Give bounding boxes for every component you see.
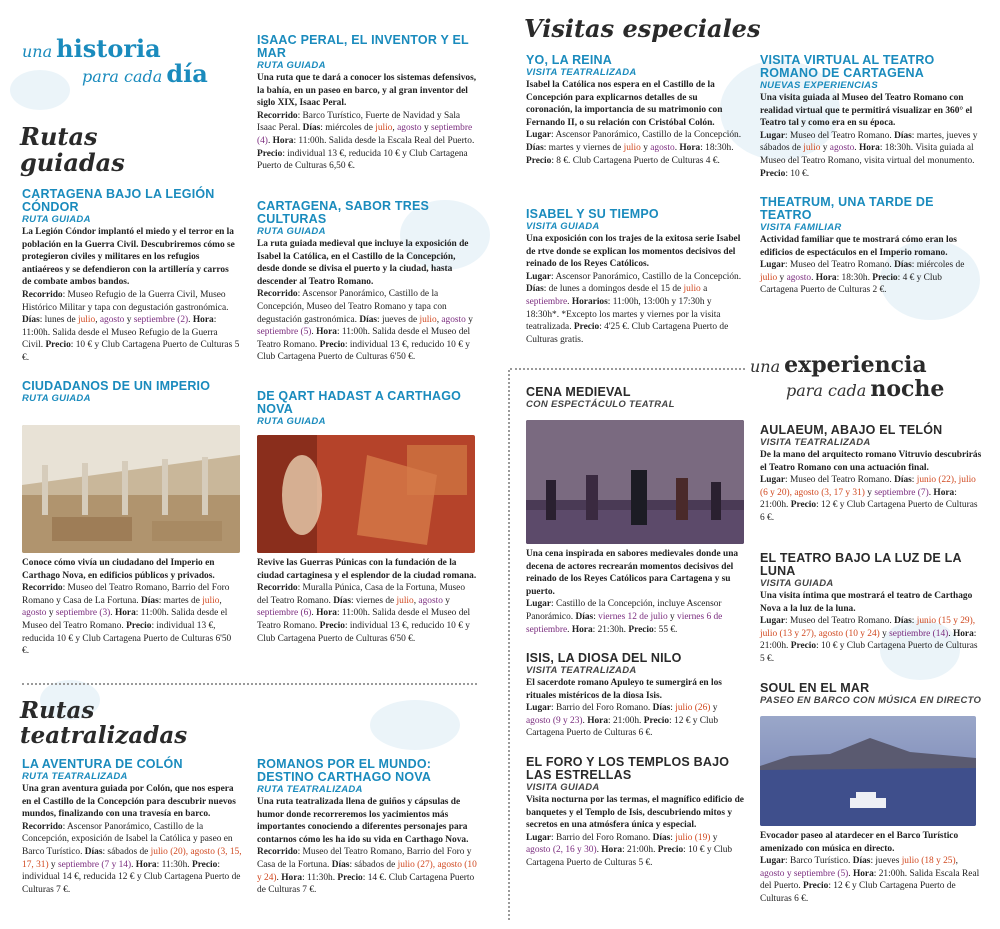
item-title: AULAEUM, ABAJO EL TELÓN: [760, 423, 943, 437]
item-subtitle: VISITA GUIADA: [526, 221, 600, 232]
cloud-decoration: [370, 700, 460, 750]
item-title: EL TEATRO BAJO LA LUZ DE LA LUNA: [760, 551, 962, 578]
header-experiencia: experiencia: [784, 352, 927, 378]
photo-sunset-boat: [760, 716, 976, 826]
header-para-cada: para cada: [82, 67, 163, 86]
item-title: CARTAGENA BAJO LA LEGIÓN CÓNDOR: [22, 187, 215, 214]
item-cena-details: Una cena inspirada en sabores medievales donde una decena de actores recrearán momentos decisivos del reinado de los Reyes Católicos para Cartagena y su puerto. Lugar: Castillo de la Concepción, incluye Ascensor Panorámico. Días: viernes 12 de julio y viernes 6 de septiembre. Hora: 21:30h. Precio: 55 €.: [526, 549, 739, 635]
item-title: LA AVENTURA DE COLÓN: [22, 757, 183, 771]
item-subtitle: RUTA GUIADA: [257, 60, 326, 71]
item-title: ISABEL Y SU TIEMPO: [526, 207, 659, 221]
item-subtitle: RUTA GUIADA: [22, 214, 91, 225]
header-una: una: [750, 357, 781, 376]
item-subtitle: RUTA GUIADA: [22, 393, 91, 404]
item-subtitle: PASEO EN BARCO CON MÚSICA EN DIRECTO: [760, 695, 982, 706]
photo-punic-painting: [257, 435, 475, 553]
item-soul-mar: [760, 682, 982, 707]
item-subtitle: RUTA GUIADA: [257, 416, 326, 427]
item-title: CARTAGENA, SABOR TRES CULTURAS: [257, 199, 430, 226]
header-una: una: [22, 42, 53, 61]
section-divider: [22, 683, 477, 685]
item-romanos-mundo: ROMANOS POR EL MUNDO: DESTINO CARTHAGO NOVA RUTA TEATRALIZADA Una ruta teatralizada llena de guiños y cápsulas de humor donde recorreremos los yacimientos más importantes conociendo a diferentes personajes para contarnos cómo les ha ido su vida en Carthago Nova. Recorrido: Museo del Teatro Romano, Barrio del Foro y Casa de la Fortuna. Días: sábados de julio (27), agosto (10 y 24). Hora: 11:30h. Precio: 14 €. Club Cartagena Puerto de Culturas 7 €.: [257, 757, 477, 896]
item-qart-hadast: [257, 390, 477, 428]
item-subtitle: VISITA GUIADA: [760, 578, 834, 589]
item-ciudadanos-details: Conoce cómo vivía un ciudadano del Imperio en Carthago Nova, en edificios públicos y privados. Recorrido: Museo del Teatro Romano, Barrio del Foro Romano y Casa de La Fortuna. Días: martes de julio, agosto y septiembre (3). Hora: 11:00h. Salida desde el Museo del Teatro Romano. Precio: individual 13 €, reducida 10 € y Club Cartagena Puerto de Culturas 6'50 €.: [22, 558, 232, 657]
section-title-rutas-guiadas: Rutas guiadas: [20, 122, 125, 177]
item-subtitle: CON ESPECTÁCULO TEATRAL: [526, 399, 675, 410]
item-cena-medieval: [526, 386, 744, 411]
section-divider: [510, 368, 745, 370]
photo-medieval-show: [526, 420, 744, 544]
item-title: ISIS, LA DIOSA DEL NILO: [526, 651, 682, 665]
header-una-experiencia: [750, 352, 990, 402]
item-theatrum: THEATRUM, UNA TARDE DE TEATRO VISITA FAMILIAR Actividad familiar que te mostrará cómo eran los edificios de espectáculos en el Imperio romano. Lugar: Museo del Teatro Romano. Días: miércoles de julio y agosto. Hora: 18:30h. Precio: 4 € y Club Cartagena Puerto de Culturas 2 €.: [760, 196, 982, 297]
item-subtitle: VISITA TEATRALIZADA: [526, 665, 637, 676]
item-visita-virtual: VISITA VIRTUAL AL TEATRO ROMANO DE CARTAGENA NUEVAS EXPERIENCIAS Una visita guiada al Museo del Teatro Romano con realidad virtual que te permitirá visualizar en 360° el Teatro tal y como era en su época. Lugar: Museo del Teatro Romano. Días: martes, jueves y sábados de julio y agosto. Hora: 18:30h. Visita guiada al Museo del Teatro Romano, visita virtual del monumento. Precio: 10 €.: [760, 54, 982, 180]
item-title: VISITA VIRTUAL AL TEATRO ROMANO DE CARTAGENA: [760, 53, 935, 80]
item-title: SOUL EN EL MAR: [760, 681, 870, 695]
item-subtitle: VISITA TEATRALIZADA: [760, 437, 871, 448]
section-title-visitas-especiales: Visitas especiales: [524, 14, 761, 43]
item-subtitle: VISITA GUIADA: [526, 782, 600, 793]
item-title: THEATRUM, UNA TARDE DE TEATRO: [760, 195, 934, 222]
item-title: YO, LA REINA: [526, 53, 612, 67]
item-subtitle: VISITA FAMILIAR: [760, 222, 842, 233]
item-description: La Legión Cóndor implantó el miedo y el terror en la población en la Guerra Civil. Descubriremos cómo se protegieron civiles y militares en los refugios antiaéreos y se defendieron con la artillería y carros de combate ambos bandos. Recorrido: Museo Refugio de la Guerra Civil, Museo Histórico Militar y tapa con degustación gastronómica. Días: lunes de julio, agosto y septiembre (2). Hora: 11:00h. Salida desde el Museo Refugio de la Guerra Civil. Precio: 10 € y Club Cartagena Puerto de Culturas 5 €.: [22, 227, 240, 363]
item-title: ROMANOS POR EL MUNDO: DESTINO CARTHAGO NOVA: [257, 757, 432, 784]
item-aulaeum: AULAEUM, ABAJO EL TELÓN VISITA TEATRALIZADA De la mano del arquitecto romano Vitruvio descubrirás el Teatro Romano con una actuación final. Lugar: Museo del Teatro Romano. Días: junio (22), julio (6 y 20), agosto (3, 17 y 31) y septiembre (7). Hora: 21:00h. Precio: 12 € y Club Cartagena Puerto de Culturas 6 €.: [760, 423, 982, 523]
item-title: DE QART HADAST A CARTHAGO NOVA: [257, 389, 462, 416]
item-legion-condor: [22, 188, 240, 365]
header-noche: noche: [870, 376, 945, 402]
column-divider: [508, 370, 510, 920]
item-title: ISAAC PERAL, EL INVENTOR Y EL MAR: [257, 33, 469, 60]
item-aventura-colon: LA AVENTURA DE COLÓN RUTA TEATRALIZADA Una gran aventura guiada por Colón, que nos espera en el Castillo de la Concepción para descubrir nuevos mundos, finalizando con una travesía en barco. Recorrido: Ascensor Panorámico, Castillo de la Concepción, exposición de Isabel la Católica y paseo en Barco Turístico. Días: sábados de julio (20), agosto (3, 15, 17, 31) y septiembre (7 y 14). Hora: 11:30h. Precio: individual 14 €, reducida 12 € y Club Cartagena Puerto de Culturas 7 €.: [22, 757, 242, 895]
item-title: EL FORO Y LOS TEMPLOS BAJO LAS ESTRELLAS: [526, 755, 730, 782]
item-ciudadanos-imperio: [22, 380, 240, 405]
item-yo-la-reina: YO, LA REINA VISITA TEATRALIZADA Isabel la Católica nos espera en el Castillo de la Concepción para explicarnos detalles de su coronación, la importancia de su matrimonio con Fernando II, o su relación con Cristóbal Colón. Lugar: Ascensor Panorámico, Castillo de la Concepción. Días: martes y viernes de julio y agosto. Hora: 18:30h. Precio: 8 €. Club Cartagena Puerto de Culturas 4 €.: [526, 54, 744, 167]
item-isis: ISIS, LA DIOSA DEL NILO VISITA TEATRALIZADA El sacerdote romano Apuleyo te sumergirá en los rituales mistéricos de la diosa Isis. Lugar: Barrio del Foro Romano. Días: julio (26) y agosto (9 y 23). Hora: 21:00h. Precio: 12 € y Club Cartagena Puerto de Culturas 6 €.: [526, 652, 744, 740]
header-dia: día: [166, 59, 208, 88]
item-subtitle: RUTA TEATRALIZADA: [22, 771, 128, 782]
item-soul-details: Evocador paseo al atardecer en el Barco Turístico amenizado con música en directo. Lugar: Barco Turístico. Días: jueves julio (18 y 25), agosto y septiembre (5). Hora: 21:00h. Salida Escala Real del Puerto. Precio: 12 € y Club Cartagena Puerto de Culturas 6 €.: [760, 831, 980, 904]
item-tres-culturas: CARTAGENA, SABOR TRES CULTURAS RUTA GUIADA La ruta guiada medieval que incluye la exposición de Isabel la Católica, en el Castillo de la Concepción, desde donde se divisa el puerto y la ciudad, hasta descender al Teatro Romano. Recorrido: Ascensor Panorámico, Castillo de la Concepción, Museo del Teatro Romano y tapa con degustación gastronómica. Días: jueves de julio, agosto y septiembre (5). Hora: 11:00h. Salida desde el Museo del Teatro Romano. Precio: individual 13 €, reducido 10 € y Club Cartagena Puerto de Culturas 6'50 €.: [257, 200, 477, 364]
item-title: CIUDADANOS DE UN IMPERIO: [22, 379, 211, 393]
item-isaac-peral: ISAAC PERAL, EL INVENTOR Y EL MAR RUTA GUIADA Una ruta que te dará a conocer los sistemas defensivos, la bahía, en un paseo en barco, y al gran inventor del siglo XIX, Isaac Peral. Recorrido: Barco Turístico, Fuerte de Navidad y Sala Isaac Peral. Días: miércoles de julio, agosto y septiembre (4). Hora: 11:00h. Salida desde la Escala Real del Puerto. Precio: individual 13 €, reducida 10 € y Club Cartagena Puerto de Culturas 6,50 €.: [257, 33, 477, 172]
header-historia: historia: [56, 34, 161, 63]
item-subtitle: RUTA TEATRALIZADA: [257, 784, 363, 795]
item-foro-templos: EL FORO Y LOS TEMPLOS BAJO LAS ESTRELLAS VISITA GUIADA Visita nocturna por las termas, el magnífico edificio de banquetes y el Templo de Isis, descubriendo mitos y secretos en una atmósfera única y especial. Lugar: Barrio del Foro Romano. Días: julio (19) y agosto (2, 16 y 30). Hora: 21:00h. Precio: 10 € y Club Cartagena Puerto de Culturas 5 €.: [526, 755, 744, 868]
item-subtitle: NUEVAS EXPERIENCIAS: [760, 80, 878, 91]
header-una-historia: [22, 34, 252, 88]
item-teatro-luna: EL TEATRO BAJO LA LUZ DE LA LUNA VISITA GUIADA Una visita íntima que mostrará el teatro de Carthago Nova a la luz de la luna. Lugar: Museo del Teatro Romano. Días: junio (15 y 29), julio (13 y 27), agosto (10 y 24) y septiembre (14). Hora: 21:00h. Precio: 10 € y Club Cartagena Puerto de Culturas 5 €.: [760, 552, 982, 666]
item-subtitle: VISITA TEATRALIZADA: [526, 67, 637, 78]
item-qart-details: Revive las Guerras Púnicas con la fundación de la ciudad cartaginesa y el esplendor de la ciudad romana. Recorrido: Muralla Púnica, Casa de la Fortuna, Museo del Teatro Romano. Días: viernes de julio, agosto y septiembre (6). Hora: 11:00h. Salida desde el Museo del Teatro Romano. Precio: individual 13 €, reducido 10 € y Club Cartagena Puerto de Culturas 6'50 €.: [257, 558, 477, 644]
header-para-cada: para cada: [786, 381, 867, 400]
section-title-rutas-teatralizadas: Rutas teatralizadas: [20, 697, 188, 749]
item-subtitle: RUTA GUIADA: [257, 226, 326, 237]
item-title: CENA MEDIEVAL: [526, 385, 631, 399]
item-isabel-tiempo: ISABEL Y SU TIEMPO VISITA GUIADA Una exposición con los trajes de la exitosa serie Isabel de rtve donde se explican los momentos decisivos del reinado de los Reyes Católicos. Lugar: Ascensor Panorámico, Castillo de la Concepción. Días: de lunes a domingos desde el 15 de julio a septiembre. Horarios: 11:00h, 13:00h y 17:30h y 18:30h*. *Excepto los martes y viernes por la visita teatralizada. Precio: 4'25 €. Club Cartagena Puerto de Culturas gratis.: [526, 208, 744, 346]
photo-roman-ruins: [22, 425, 240, 553]
